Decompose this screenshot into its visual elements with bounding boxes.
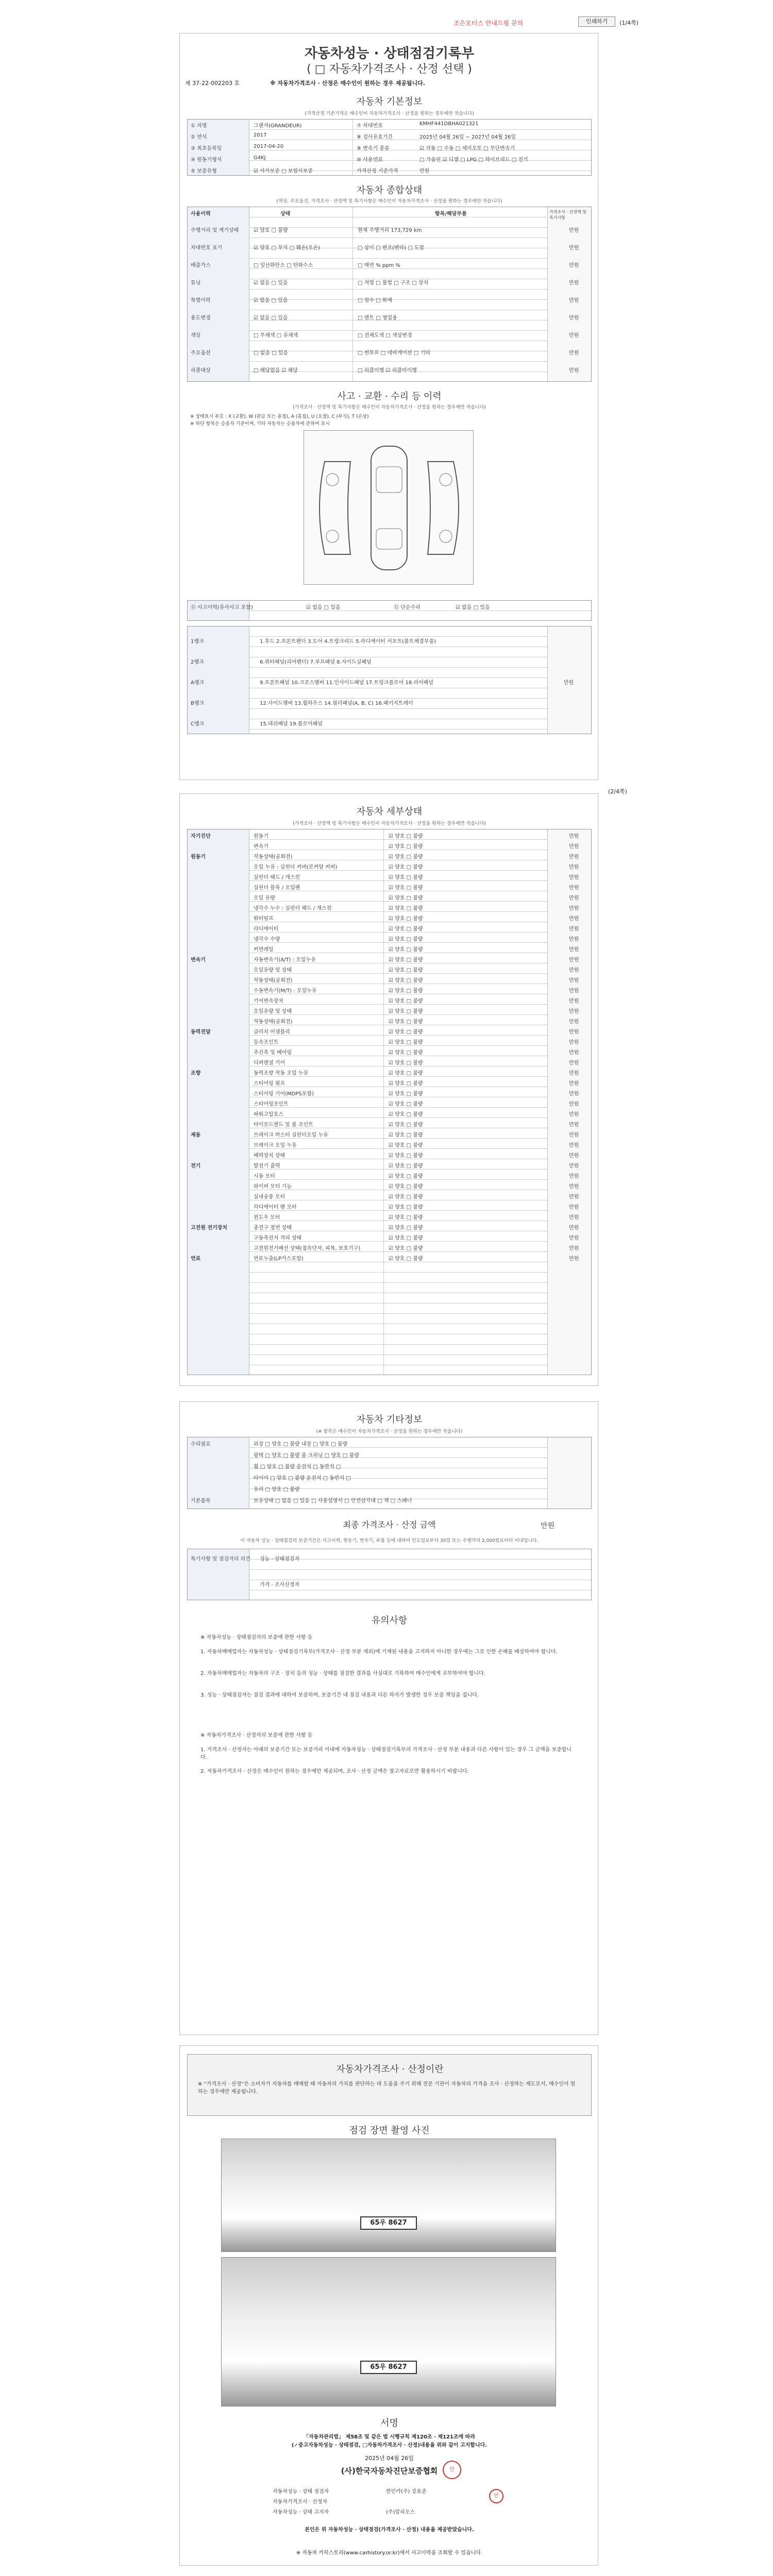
detail-status[interactable]: ☑ 양호 □ 불량: [389, 1256, 423, 1262]
detail-item: 수동변속기(M/T) : 오일누유: [254, 988, 317, 994]
basic-value-2[interactable]: □ 가솔린 ☑ 디젤 □ LPG □ 하이브리드 □ 전기: [419, 157, 528, 163]
photo-front-2: [221, 2257, 556, 2406]
detail-group-name: 조향: [191, 1071, 201, 1076]
detail-status[interactable]: ☑ 양호 □ 불량: [389, 1205, 423, 1210]
history-label: ⑪ 사고이력(유사사고 포함): [191, 605, 253, 611]
basic-label-2: ⑧ 검사유효기간: [357, 134, 393, 140]
detail-group-name: 자기진단: [191, 834, 211, 839]
detail-group-name: 동력전달: [191, 1029, 211, 1035]
detail-item: 발전기 출력: [254, 1163, 280, 1169]
page-2: [179, 793, 598, 1386]
inspector-v2: 가격 · 조사산정자: [260, 1582, 300, 1588]
detail-item: 충전구 절연 상태: [254, 1225, 292, 1231]
parts-2: 6.쿼터패널(리어펜더) 7.루프패널 8.사이드실패널: [260, 659, 372, 665]
basic-value: G4KJ: [254, 155, 266, 161]
notice-heading: 유의사항: [371, 1615, 408, 1626]
detail-item: 원동기: [254, 834, 268, 839]
accident-summary: [187, 600, 592, 621]
other-value[interactable]: 보유상태 □ 없음 □ 있음 □ 사용설명서 □ 안전삼각대 □ 잭 □ 스패너: [254, 1498, 412, 1504]
basic-label-2: ⑨ 변속기 종류: [357, 146, 390, 151]
detail-price: 만원: [569, 1122, 579, 1128]
detail-status[interactable]: ☑ 양호 □ 불량: [389, 1081, 423, 1087]
basic-table: [187, 119, 592, 176]
detail-status[interactable]: ☑ 양호 □ 불량: [389, 968, 423, 973]
detail-status[interactable]: ☑ 양호 □ 불량: [389, 895, 423, 901]
state-col1: 사용이력: [191, 211, 211, 217]
doc-title: 자동차성능 · 상태점검기록부: [304, 46, 475, 61]
detail-price: 만원: [569, 1009, 579, 1014]
parts-5: 15.대쉬패널 19.플로어패널: [260, 721, 323, 727]
detail-status[interactable]: ☑ 양호 □ 불량: [389, 937, 423, 942]
signer-stamp: 인: [489, 2489, 503, 2503]
detail-price: 만원: [569, 885, 579, 891]
state-extra: 만원: [569, 228, 579, 233]
detail-item: 작동상태(공회전): [254, 978, 293, 984]
detail-price: 만원: [569, 988, 579, 994]
detail-status[interactable]: ☑ 양호 □ 불량: [389, 1143, 423, 1148]
detail-status[interactable]: ☑ 양호 □ 불량: [389, 1112, 423, 1117]
state-detail[interactable]: □ 적법 □ 불법 □ 구조 □ 장치: [358, 280, 429, 286]
final-note: 이 자동차 성능 · 상태점검의 보증기간은 사고이력, 원동기, 변속기, 부품 등에 대하여 인도일로부터 30일 또는 주행거리 2,000킬로미터 이내입니다.: [240, 1538, 539, 1544]
detail-price: 만원: [569, 1256, 579, 1262]
accident-note: (가격조사 · 산정액 및 특기사항은 매수인이 자동차가격조사 · 산정을 원하는 경우에만 적습니다): [293, 405, 486, 410]
state-detail[interactable]: □ 매연 % ppm %: [358, 263, 400, 268]
detail-status[interactable]: ☑ 양호 □ 불량: [389, 947, 423, 953]
state-detail[interactable]: □ 침수 □ 화재: [358, 298, 393, 303]
accident-price: 만원: [564, 680, 574, 686]
detail-price: 만원: [569, 895, 579, 901]
accident-legend: ※ 상태표시 부호 : X (교환), W (판금 또는 용접), A (흠집), U (요철), C (부식), T (손상): [190, 414, 369, 419]
notice-p2: 1. 자동차매매업자는 자동차성능 · 상태점검기록부(가격조사 · 산정 부분 제외)에 기재된 내용을 고지하지 아니한 경우에는 그로 인한 손해를 배상하여야 합니다.: [200, 1649, 558, 1655]
detail-item: 동력조향 작동 오일 누유: [254, 1071, 309, 1076]
detail-status[interactable]: ☑ 양호 □ 불량: [389, 906, 423, 911]
page-4: [179, 2045, 598, 2566]
detail-status[interactable]: ☑ 양호 □ 불량: [389, 1060, 423, 1066]
basic-label: ③ 최초등록일: [191, 146, 222, 151]
repair-label: ⑫ 단순수리: [394, 605, 421, 611]
detail-item: 작동상태(공회전): [254, 854, 293, 860]
detail-price: 만원: [569, 1194, 579, 1200]
detail-status[interactable]: ☑ 양호 □ 불량: [389, 1040, 423, 1045]
sign-line1: 「자동차관리법」 제58조 및 같은 법 시행규칙 제120조 · 제121조에 따라: [304, 2434, 475, 2440]
page-3: [179, 1401, 598, 2035]
sign-heading: 서명: [380, 2418, 398, 2429]
photo-front-1: [221, 2139, 556, 2252]
car-diagram-area: [180, 430, 599, 595]
detail-price: 만원: [569, 1225, 579, 1231]
sign-footer-2: ※ 자동차 카히스토리(www.carhistory.or.kr)에서 사고이력을 조회할 수 있습니다.: [296, 2550, 483, 2556]
state-label: 차대번호 표기: [191, 245, 223, 251]
detail-price: 만원: [569, 1132, 579, 1138]
state-table: [187, 207, 592, 382]
detail-item: 오일유량 및 상태: [254, 1009, 292, 1014]
doc-number: 제 37-22-002203 호: [185, 80, 240, 87]
detail-item: 기어변속장치: [254, 998, 283, 1004]
state-extra: 만원: [569, 315, 579, 321]
detail-item: 실내송풍 모터: [254, 1194, 285, 1200]
detail-item: 디퍼렌셜 기어: [254, 1060, 285, 1066]
detail-item: 스티어링조인트: [254, 1101, 289, 1107]
detail-price: 만원: [569, 1184, 579, 1190]
page-count-2: (2/4쪽): [608, 788, 627, 795]
detail-status[interactable]: ☑ 양호 □ 불량: [389, 1029, 423, 1035]
detail-status[interactable]: ☑ 양호 □ 불량: [389, 926, 423, 932]
detail-status[interactable]: ☑ 양호 □ 불량: [389, 834, 423, 839]
state-label: 용도변경: [191, 315, 211, 321]
inspector-v1: 성능 · 상태점검자: [260, 1556, 300, 1562]
other-heading: 자동차 기타정보: [356, 1414, 423, 1425]
basic-value-2[interactable]: 만원: [419, 168, 430, 174]
detail-status[interactable]: ☑ 양호 □ 불량: [389, 1225, 423, 1231]
rank-b: B랭크: [191, 701, 205, 706]
plate-2: 65우 8627: [360, 2361, 417, 2374]
photos-heading: 점검 장면 촬영 사진: [349, 2125, 430, 2136]
detail-price: 만원: [569, 937, 579, 942]
detail-item: 실린더 헤드 / 개스킷: [254, 875, 300, 880]
accident-parts-table: [187, 626, 592, 734]
state-extra: 만원: [569, 280, 579, 286]
other-label: 수리필요: [191, 1442, 211, 1447]
basic-label-2: 가격산정 기준가격: [357, 168, 398, 174]
detail-price: 만원: [569, 1143, 579, 1148]
info-heading: 자동차가격조사 · 산정이란: [336, 2064, 444, 2075]
parts-3: 9.프론트패널 10.크로스멤버 11.인사이드패널 17.트렁크플로어 18.리어패널: [260, 680, 434, 686]
basic-label-2: ⑩ 사용연료: [357, 157, 383, 163]
detail-note: (가격조사 · 산정액 및 특기사항은 매수인이 자동차가격조사 · 산정을 원하는 경우에만 적습니다): [293, 821, 486, 826]
detail-heading: 자동차 세부상태: [356, 806, 423, 817]
detail-status[interactable]: ☑ 양호 □ 불량: [389, 998, 423, 1004]
dealer-link[interactable]: 조은모터스 안내드림 문의: [453, 20, 524, 27]
sign-footer: 본인은 위 자동차성능 · 상태점검(가격조사 · 산정) 내용을 제공받았습니다.: [305, 2527, 474, 2533]
detail-price: 만원: [569, 1040, 579, 1045]
detail-status[interactable]: ☑ 양호 □ 불량: [389, 1246, 423, 1251]
detail-price: 만원: [569, 834, 579, 839]
notice-p7: 2. 자동차가격조사 · 산정은 매수인이 원하는 경우에만 제공되며, 조사 · 산정 금액은 참고자료로만 활용하시기 바랍니다.: [200, 1769, 469, 1774]
detail-price: 만원: [569, 1029, 579, 1035]
final-unit: 만원: [541, 1522, 555, 1530]
detail-status[interactable]: ☑ 양호 □ 불량: [389, 1091, 423, 1097]
print-button[interactable]: 인쇄하기: [578, 16, 615, 27]
final-heading: 최종 가격조사 · 산정 금액: [343, 1520, 436, 1530]
sign-r1-val: 한민카(주) 강효준: [386, 2489, 427, 2495]
detail-price: 만원: [569, 978, 579, 984]
sign-r3-val: (주)알리오스: [386, 2510, 415, 2515]
detail-status[interactable]: ☑ 양호 □ 불량: [389, 1174, 423, 1179]
parts-4: 12.사이드멤버 13.휠하우스 14.필러패널(A, B, C) 16.패키지트레이: [260, 701, 413, 706]
detail-status[interactable]: ☑ 양호 □ 불량: [389, 865, 423, 870]
plate-1: 65우 8627: [360, 2216, 417, 2230]
detail-price: 만원: [569, 968, 579, 973]
basic-value: ☑ 자가보증 □ 보험사보증: [254, 168, 313, 174]
rank-1: 1랭크: [191, 639, 204, 645]
detail-price: 만원: [569, 865, 579, 870]
detail-item: 오일유량 및 상태: [254, 968, 292, 973]
detail-table: [187, 829, 592, 1375]
detail-status[interactable]: ☑ 양호 □ 불량: [389, 1132, 423, 1138]
notice-p3: 2. 자동차매매업자는 자동차의 구조 · 장치 등의 성능 · 상태를 점검한 결과를 사실대로 기록하여 매수인에게 교부하여야 합니다.: [200, 1671, 485, 1676]
detail-item: 라디에이터 팬 모터: [254, 1205, 297, 1210]
detail-price: 만원: [569, 1050, 579, 1056]
detail-status[interactable]: ☑ 양호 □ 불량: [389, 1122, 423, 1128]
detail-status[interactable]: ☑ 양호 □ 불량: [389, 844, 423, 850]
other-label: 기본품목: [191, 1498, 211, 1504]
detail-status[interactable]: ☑ 양호 □ 불량: [389, 885, 423, 891]
detail-price: 만원: [569, 1153, 579, 1159]
state-detail[interactable]: □ 렌트 □ 영업용: [358, 315, 397, 321]
detail-item: 타이로드엔드 및 볼 조인트: [254, 1122, 313, 1128]
state-value[interactable]: ☑ 없음 □ 있음: [254, 298, 288, 303]
detail-group-name: 전기: [191, 1163, 201, 1169]
detail-price: 만원: [569, 844, 579, 850]
detail-price: 만원: [569, 1205, 579, 1210]
detail-status[interactable]: ☑ 양호 □ 불량: [389, 1235, 423, 1241]
other-value[interactable]: 타이어 □ 양호 □ 불량 운전석 □ 동반석 □: [254, 1476, 351, 1481]
top-bar: [0, 0, 773, 30]
detail-item: 작동상태(공회전): [254, 1019, 293, 1025]
detail-price: 만원: [569, 926, 579, 932]
state-extra: 만원: [569, 368, 579, 374]
detail-price: 만원: [569, 875, 579, 880]
sign-date: 2025년 04월 26일: [365, 2455, 414, 2462]
state-label: 특별이력: [191, 298, 211, 303]
detail-item: 워터펌프: [254, 916, 274, 922]
sign-r1-label: 자동차성능 · 상태 점검자: [273, 2489, 329, 2495]
other-value[interactable]: 휠 □ 양호 □ 불량 운전석 □ 동반석 □: [254, 1464, 341, 1470]
state-extra: 만원: [569, 298, 579, 303]
detail-price: 만원: [569, 1091, 579, 1097]
detail-group-name: 변속기: [191, 957, 206, 963]
detail-status[interactable]: ☑ 양호 □ 불량: [389, 1184, 423, 1190]
detail-status[interactable]: ☑ 양호 □ 불량: [389, 916, 423, 922]
detail-status[interactable]: ☑ 양호 □ 불량: [389, 1009, 423, 1014]
doc-subtitle: ( □ 자동차가격조사 · 산정 선택 ): [307, 63, 472, 76]
detail-status[interactable]: ☑ 양호 □ 불량: [389, 978, 423, 984]
detail-item: 냉각수 수량: [254, 937, 280, 942]
state-value[interactable]: □ 무채색 □ 유채색: [254, 333, 298, 338]
notice-p5: ※ 자동차가격조사 · 산정자의 보증에 관한 사항 등: [200, 1733, 313, 1738]
state-value[interactable]: □ 일산화탄소 □ 탄화수소: [254, 263, 313, 268]
notice-p4: 3. 성능 · 상태점검자는 점검 결과에 대하여 보증하며, 보증기간 내 점검 내용과 다른 하자가 발생한 경우 보증 책임을 집니다.: [200, 1692, 479, 1698]
detail-price: 만원: [569, 1112, 579, 1117]
other-value[interactable]: 유리 □ 양호 □ 불량: [254, 1487, 300, 1493]
detail-group-name: 제동: [191, 1132, 201, 1138]
detail-price: 만원: [569, 1071, 579, 1076]
basic-label: ② 연식: [191, 134, 207, 140]
detail-item: 커먼레일: [254, 947, 274, 953]
doc-caution: ※ 자동차가격조사 · 산정은 매수인이 원하는 경우 제공됩니다.: [270, 80, 425, 87]
detail-status[interactable]: ☑ 양호 □ 불량: [389, 1071, 423, 1076]
sign-r2-label: 자동차가격조사 · 산정자: [273, 2499, 328, 2505]
detail-price: 만원: [569, 1101, 579, 1107]
car-diagram: [304, 430, 474, 585]
detail-status[interactable]: ☑ 양호 □ 불량: [389, 1153, 423, 1159]
state-detail[interactable]: □ 전체도색 □ 색상변경: [358, 333, 412, 338]
basic-value-2[interactable]: 2025년 04월 26일 ~ 2027년 04월 26일: [419, 134, 516, 140]
rank-a: A랭크: [191, 680, 205, 686]
repair-value[interactable]: ☑ 없음 □ 있음: [456, 605, 490, 611]
basic-note: (가격산정 기준가격은 매수인이 자동차가격조사 · 산정을 원하는 경우에만 적습니다): [305, 111, 474, 116]
detail-item: 브레이크 오일 누유: [254, 1143, 297, 1148]
detail-item: 등속조인트: [254, 1040, 279, 1045]
detail-price: 만원: [569, 1163, 579, 1169]
basic-label: ⑤ 보증유형: [191, 168, 217, 174]
detail-group-name: 고전원 전기장치: [191, 1225, 228, 1231]
state-label: 배출가스: [191, 263, 211, 268]
sign-r3-label: 자동차성능 · 상태 고지자: [273, 2510, 329, 2515]
detail-price: 만원: [569, 1246, 579, 1251]
detail-status[interactable]: ☑ 양호 □ 불량: [389, 1019, 423, 1025]
state-detail[interactable]: □ 상이 □ 변조(변타) □ 도말: [358, 245, 425, 251]
state-col4: 가격조사 · 산정액 및 특기사항: [549, 210, 586, 220]
basic-label: ① 차명: [191, 123, 207, 129]
state-label: 리콜대상: [191, 368, 211, 374]
detail-price: 만원: [569, 1081, 579, 1087]
basic-label: ④ 원동기형식: [191, 157, 222, 163]
state-label: 튜닝: [191, 280, 201, 286]
state-value[interactable]: ☑ 없음 □ 있음: [254, 280, 288, 286]
detail-item: 오일 누유 : 실린더 커버(로커암 커버): [254, 865, 338, 870]
basic-value-2[interactable]: KMHF441DBHA021321: [419, 121, 479, 127]
state-extra: 만원: [569, 333, 579, 338]
detail-item: 배력장치 상태: [254, 1153, 285, 1159]
detail-item: 추진축 및 베어링: [254, 1050, 292, 1056]
state-note: (색상, 주요옵션, 가격조사 · 산정액 및 특기사항은 매수인이 자동차가격조사 · 산정을 원하는 경우에만 적습니다): [276, 199, 502, 204]
detail-item: 스티어링 펌프: [254, 1081, 285, 1087]
detail-status[interactable]: ☑ 양호 □ 불량: [389, 875, 423, 880]
accident-legend-2: ※ 하단 항목은 승용차 기준이며, 기타 자동차는 승용차에 준하여 표시: [190, 421, 330, 427]
detail-status[interactable]: ☑ 양호 □ 불량: [389, 1194, 423, 1200]
state-col3: 항목/해당부품: [435, 211, 467, 217]
detail-price: 만원: [569, 1215, 579, 1221]
basic-value: 그랜저(GRANDEUR): [254, 123, 302, 129]
detail-price: 만원: [569, 1174, 579, 1179]
basic-heading: 자동차 기본정보: [356, 96, 423, 107]
page-count-1: (1/4쪽): [619, 20, 638, 26]
detail-item: 실린더 블록 / 오일팬: [254, 885, 300, 891]
rank-2: 2랭크: [191, 659, 204, 665]
detail-price: 만원: [569, 854, 579, 860]
detail-item: 시동 모터: [254, 1174, 275, 1179]
other-value[interactable]: 외장 □ 양호 □ 불량 내장 □ 양호 □ 불량: [254, 1442, 348, 1447]
state-label: 색상: [191, 333, 201, 338]
history-value[interactable]: ☑ 없음 □ 있음: [306, 605, 341, 611]
detail-item: 구동축전지 격리 상태: [254, 1235, 302, 1241]
sign-org: (사)한국자동차진단보증협회: [341, 2466, 438, 2476]
org-stamp: 인: [443, 2461, 461, 2479]
detail-status[interactable]: ☑ 양호 □ 불량: [389, 1050, 423, 1056]
detail-item: 와이퍼 모터 기능: [254, 1184, 292, 1190]
detail-status[interactable]: ☑ 양호 □ 불량: [389, 1101, 423, 1107]
info-box: [187, 2054, 592, 2116]
page-1: [179, 33, 598, 780]
other-note: (※ 항목은 매수인이 자동차가격조사 · 산정을 원하는 경우에만 적습니다): [316, 1429, 463, 1434]
detail-price: 만원: [569, 957, 579, 963]
detail-price: 만원: [569, 947, 579, 953]
state-extra: 만원: [569, 350, 579, 356]
detail-status[interactable]: ☑ 양호 □ 불량: [389, 1163, 423, 1169]
detail-item: 변속기: [254, 844, 268, 850]
state-value[interactable]: ☑ 양호 □ 불량: [254, 228, 288, 233]
state-label: 주행거리 및 계기상태: [191, 228, 239, 233]
detail-price: 만원: [569, 906, 579, 911]
detail-status[interactable]: ☑ 양호 □ 불량: [389, 1215, 423, 1221]
detail-item: 오일 유량: [254, 895, 275, 901]
detail-status[interactable]: ☑ 양호 □ 불량: [389, 957, 423, 963]
detail-item: 브레이크 마스터 실린더오일 누유: [254, 1132, 328, 1138]
state-value[interactable]: □ 해당없음 ☑ 해당: [254, 368, 298, 374]
state-value[interactable]: ☑ 없음 □ 있음: [254, 315, 288, 321]
detail-item: 고전원전기배선 상태(접속단자, 피복, 보호기구): [254, 1246, 361, 1251]
sign-line2: (✓중고자동차성능 · 상태점검, □자동차가격조사 · 산정)내용을 위와 같이 고지합니다.: [291, 2443, 488, 2448]
info-text: ※ “가격조사 · 산정”은 소비자가 자동차를 매매할 때 자동차의 가치를 판단하는 데 도움을 주기 위해 전문 기관이 자동차의 가격을 조사 · 산정하는 제도로서, 매수인이 원하는 경우에만 제공됩니다.: [198, 2081, 576, 2095]
state-detail[interactable]: 현재 주행거리 173,729 km: [358, 228, 422, 233]
inspector-label: 특기사항 및 점검자의 의견: [191, 1556, 250, 1562]
detail-group-name: 연료: [191, 1256, 201, 1262]
detail-price: 만원: [569, 1235, 579, 1241]
state-col2: 상태: [280, 211, 291, 217]
state-extra: 만원: [569, 263, 579, 268]
detail-status[interactable]: ☑ 양호 □ 불량: [389, 854, 423, 860]
basic-value-2[interactable]: ☑ 자동 □ 수동 □ 세미오토 □ 무단변속기: [419, 146, 515, 151]
state-label: 주요옵션: [191, 350, 211, 356]
car-outline-icon: [304, 431, 474, 585]
state-extra: 만원: [569, 245, 579, 251]
other-table: [187, 1437, 592, 1509]
detail-group-name: 원동기: [191, 854, 206, 860]
state-detail[interactable]: □ 리콜이행 ☑ 리콜미이행: [358, 368, 417, 374]
state-heading: 자동차 종합상태: [356, 185, 423, 196]
basic-value: 2017-04-20: [254, 144, 284, 149]
other-value[interactable]: 광택 □ 양호 □ 불량 룸 크리닝 □ 양호 □ 불량: [254, 1453, 359, 1459]
detail-item: 자동변속기(A/T) : 오일누유: [254, 957, 316, 963]
detail-price: 만원: [569, 1060, 579, 1066]
accident-heading: 사고 · 교환 · 수리 등 이력: [337, 391, 442, 402]
detail-item: 클러치 어셈블리: [254, 1029, 290, 1035]
detail-price: 만원: [569, 1019, 579, 1025]
detail-item: 라디에이터: [254, 926, 279, 932]
state-detail[interactable]: □ 썬루프 □ 네비게이션 □ 기타: [358, 350, 430, 356]
detail-item: 파워고압호스: [254, 1112, 283, 1117]
basic-value: 2017: [254, 132, 267, 138]
rank-c: C랭크: [191, 721, 205, 727]
notice-p6: 1. 가격조사 · 산정자는 아래의 보증기간 또는 보증거리 이내에 자동차성능 · 상태점검기록부의 가격조사 · 산정 부분 내용과 다른 사항이 있는 경우 그 금액을 보증합니다.: [200, 1747, 572, 1760]
basic-label-2: ⑦ 차대번호: [357, 123, 383, 129]
notice-p1: ※ 자동차성능 · 상태점검자의 보증에 관한 사항 등: [200, 1635, 313, 1640]
detail-price: 만원: [569, 998, 579, 1004]
parts-1: 1.후드 2.프론트펜더 3.도어 4.트렁크리드 5.라디에이터 서포트(볼트체결부품): [260, 639, 436, 645]
state-value[interactable]: ☑ 양호 □ 부식 □ 훼손(오손): [254, 245, 320, 251]
detail-item: 스티어링 기어(MDPS포함): [254, 1091, 314, 1097]
inspector-table: [187, 1549, 592, 1600]
detail-price: 만원: [569, 916, 579, 922]
state-value[interactable]: □ 없음 □ 있음: [254, 350, 289, 356]
detail-item: 윈도우 모터: [254, 1215, 280, 1221]
detail-item: 연료누출(LP가스포함): [254, 1256, 304, 1262]
detail-status[interactable]: ☑ 양호 □ 불량: [389, 988, 423, 994]
detail-item: 냉각수 누수 : 실린더 헤드 / 개스킷: [254, 906, 332, 911]
